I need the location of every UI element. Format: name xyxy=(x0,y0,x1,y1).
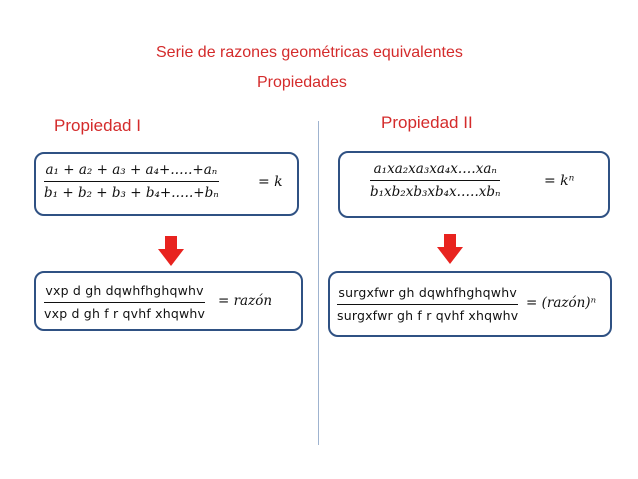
fraction-numerator: vxp d gh dqwhfhghqwhv xyxy=(45,283,204,298)
fraction-property-1 xyxy=(44,160,219,203)
formula-box-property-1 xyxy=(34,152,299,216)
fraction-bar xyxy=(337,304,518,305)
down-arrow-icon xyxy=(158,236,184,266)
down-arrow-icon xyxy=(437,234,463,264)
fraction-bar xyxy=(370,180,500,181)
fraction-bar xyxy=(44,181,219,182)
page-subtitle: Propiedades xyxy=(257,74,347,91)
fraction-result-2 xyxy=(337,283,518,326)
fraction-property-2 xyxy=(370,159,500,202)
fraction-numerator: a₁xa₂xa₃xa₄x.…xaₙ xyxy=(373,161,497,177)
vertical-divider xyxy=(318,121,319,445)
fraction-bar xyxy=(44,302,205,303)
fraction-denominator: surgxfwr gh f r qvhf xhqwhv xyxy=(337,308,519,323)
fraction-rhs: = (razón)ⁿ xyxy=(526,295,597,311)
heading-property-2: Propiedad II xyxy=(381,113,473,132)
fraction-result-1 xyxy=(44,281,205,324)
fraction-rhs: = razón xyxy=(218,293,273,309)
formula-box-property-2 xyxy=(338,151,610,218)
fraction-denominator: b₁xb₂xb₃xb₄x.….xbₙ xyxy=(370,184,501,200)
fraction-denominator: vxp d gh f r qvhf xhqwhv xyxy=(44,306,206,321)
fraction-rhs: = k xyxy=(258,174,283,190)
result-box-property-2 xyxy=(328,271,612,337)
fraction-denominator: b₁ + b₂ + b₃ + b₄+.….+bₙ xyxy=(44,185,219,201)
fraction-rhs: = kⁿ xyxy=(544,173,575,189)
page-title: Serie de razones geométricas equivalentes xyxy=(156,44,463,61)
fraction-numerator: a₁ + a₂ + a₃ + a₄+.….+aₙ xyxy=(45,162,218,178)
heading-property-1: Propiedad I xyxy=(54,116,141,135)
fraction-numerator: surgxfwr gh dqwhfhghqwhv xyxy=(338,285,517,300)
result-box-property-1 xyxy=(34,271,303,331)
